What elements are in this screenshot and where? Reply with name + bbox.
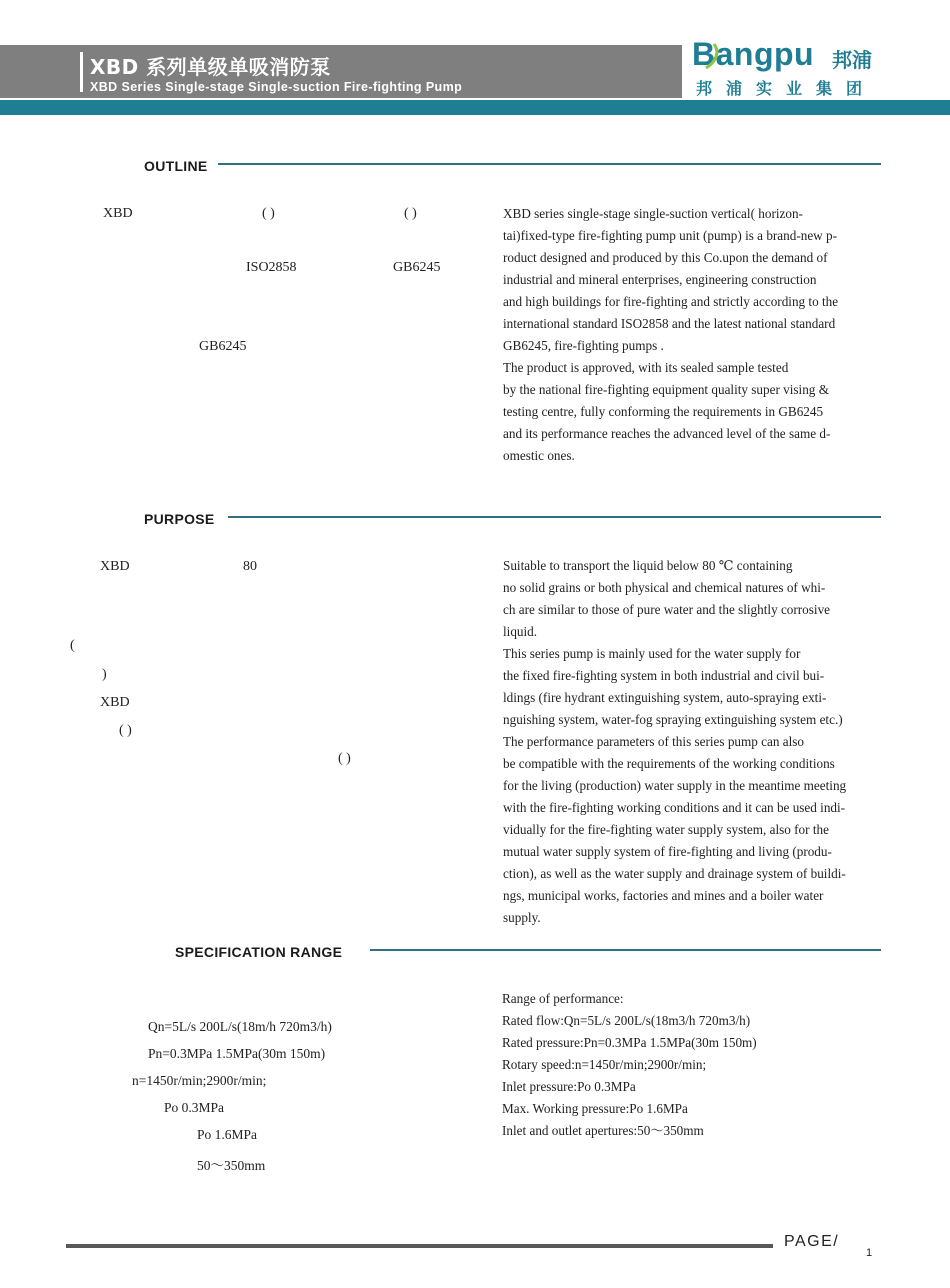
outline-cn-paren-2: ( ) <box>404 206 417 221</box>
purpose-line: ction), as well as the water supply and drainage system of buildi- <box>503 866 846 881</box>
outline-heading: OUTLINE <box>144 158 208 174</box>
spec-line: Inlet and outlet apertures:50～350mm <box>502 1123 704 1138</box>
purpose-cn-paren-open: ( <box>70 638 75 653</box>
purpose-cn-paren-4: ( ) <box>338 751 351 766</box>
purpose-cn-80: 80 <box>243 559 257 574</box>
logo-brand-text: Bangpu <box>692 36 815 72</box>
purpose-line: for the living (production) water supply in the meantime meeting <box>503 778 847 793</box>
purpose-line: ldings (fire hydrant extinguishing system, auto-spraying exti- <box>503 690 827 705</box>
purpose-line: the fixed fire-fighting system in both industrial and civil bui- <box>503 668 825 683</box>
spec-cn-line: Qn=5L/s 200L/s(18m/h 720m3/h) <box>148 1019 332 1034</box>
outline-line: and high buildings for fire-fighting and strictly according to the <box>503 294 839 309</box>
outline-cn-gb-2: GB6245 <box>199 339 247 354</box>
purpose-line: be compatible with the requirements of the working conditions <box>503 756 835 771</box>
spec-line: Inlet pressure:Po 0.3MPa <box>502 1079 636 1094</box>
purpose-rule <box>228 516 881 518</box>
purpose-cn-paren-close: ) <box>102 667 107 682</box>
outline-line: tai)fixed-type fire-fighting pump unit (pump) is a brand-new p- <box>503 228 837 243</box>
spec-cn-line: n=1450r/min;2900r/min; <box>132 1073 267 1088</box>
purpose-line: The performance parameters of this series pump can also <box>503 734 804 749</box>
outline-line: testing centre, fully conforming the requirements in GB6245 <box>503 404 824 419</box>
outline-line: XBD series single-stage single-suction vertical( horizon- <box>503 206 803 221</box>
purpose-en-text <box>503 555 903 929</box>
spec-line: Rated flow:Qn=5L/s 200L/s(18m3/h 720m3/h) <box>502 1013 751 1028</box>
spec-line: Rotary speed:n=1450r/min;2900r/min; <box>502 1057 707 1072</box>
outline-rule <box>218 163 881 165</box>
footer-rule <box>66 1244 773 1248</box>
purpose-cn-paren-3: ( ) <box>119 723 132 738</box>
header-title-en: XBD Series Single-stage Single-suction Fire-fighting Pump <box>90 80 463 94</box>
purpose-line: ngs, municipal works, factories and mines and a boiler water <box>503 888 824 903</box>
spec-cn-line: Pn=0.3MPa 1.5MPa(30m 150m) <box>148 1046 326 1061</box>
outline-line: roduct designed and produced by this Co.upon the demand of <box>503 250 828 265</box>
spec-en-text <box>502 988 757 1142</box>
purpose-cn-xbd-2: XBD <box>100 695 130 710</box>
spec-heading: SPECIFICATION RANGE <box>175 944 343 960</box>
header-title-cn: XBD 系列单级单吸消防泵 <box>90 55 331 79</box>
logo-cn-name: 邦浦 <box>832 48 872 72</box>
purpose-cn-xbd-1: XBD <box>100 559 130 574</box>
outline-line: international standard ISO2858 and the latest national standard <box>503 316 836 331</box>
outline-cn-iso: ISO2858 <box>246 260 297 275</box>
purpose-line: mutual water supply system of fire-fighting and living (produ- <box>503 844 832 859</box>
outline-en-text <box>503 203 903 467</box>
logo-swoosh-icon <box>702 42 724 72</box>
spec-line: Rated pressure:Pn=0.3MPa 1.5MPa(30m 150m) <box>502 1035 757 1050</box>
bangpu-logo <box>692 36 892 100</box>
outline-cn-paren-1: ( ) <box>262 206 275 221</box>
purpose-line: no solid grains or both physical and chemical natures of whi- <box>503 580 826 595</box>
outline-line: GB6245, fire-fighting pumps . <box>503 338 664 353</box>
purpose-line: This series pump is mainly used for the water supply for <box>503 646 801 661</box>
purpose-line: nguishing system, water-fog spraying extinguishing system etc.) <box>503 712 843 727</box>
purpose-heading: PURPOSE <box>144 511 215 527</box>
spec-rule <box>370 949 881 951</box>
outline-line: omestic ones. <box>503 448 575 463</box>
purpose-line: ch are similar to those of pure water and the slightly corrosive <box>503 602 831 617</box>
purpose-line: supply. <box>503 910 541 925</box>
outline-line: The product is approved, with its sealed sample tested <box>503 360 789 375</box>
purpose-line: vidually for the fire-fighting water supply system, also for the <box>503 822 829 837</box>
spec-cn-line: Po 1.6MPa <box>197 1127 258 1142</box>
header-teal-bar <box>0 100 950 115</box>
spec-line: Range of performance: <box>502 991 624 1006</box>
outline-line: industrial and mineral enterprises, engineering construction <box>503 272 817 287</box>
footer-page-label: PAGE/ <box>784 1233 840 1250</box>
outline-line: and its performance reaches the advanced level of the same d- <box>503 426 831 441</box>
purpose-line: with the fire-fighting working conditions and it can be used indi- <box>503 800 846 815</box>
header-separator <box>80 52 83 92</box>
outline-line: by the national fire-fighting equipment quality super vising & <box>503 382 829 397</box>
spec-cn-line: 50～350mm <box>197 1158 266 1173</box>
outline-cn-xbd: XBD <box>103 206 133 221</box>
outline-cn-gb-1: GB6245 <box>393 260 441 275</box>
purpose-line: Suitable to transport the liquid below 80 ℃ containing <box>503 558 793 573</box>
spec-cn-line: Po 0.3MPa <box>164 1100 225 1115</box>
spec-line: Max. Working pressure:Po 1.6MPa <box>502 1101 688 1116</box>
logo-cn-group: 邦浦实业集团 <box>696 79 877 98</box>
footer-page-number: 1 <box>866 1247 873 1259</box>
purpose-line: liquid. <box>503 624 538 639</box>
